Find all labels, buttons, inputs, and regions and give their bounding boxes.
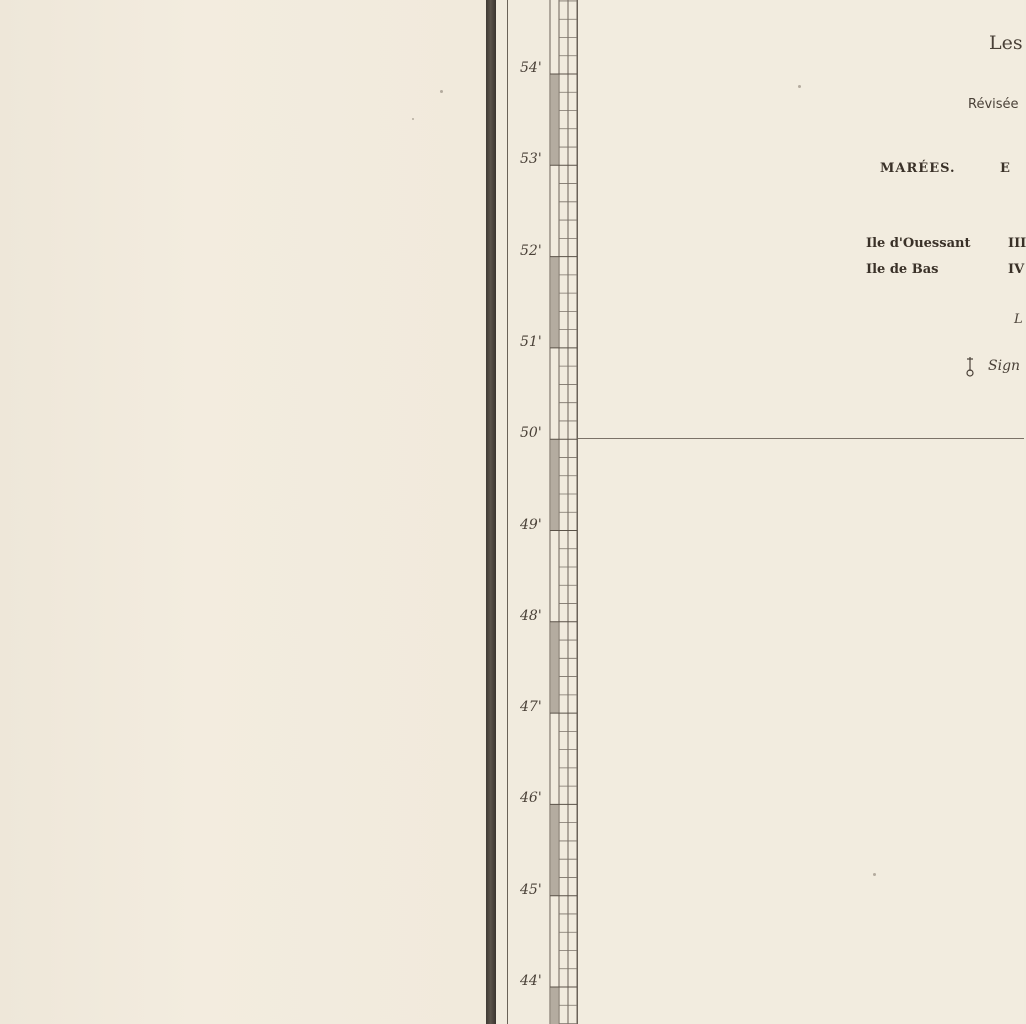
scale-shaded-band [550, 257, 559, 348]
latitude-label: 52' [520, 242, 542, 259]
paper-speck [798, 85, 801, 88]
tide-station-value: IV [1008, 262, 1025, 277]
scale-shaded-band [550, 74, 559, 165]
latitude-label: 44' [520, 973, 542, 989]
latitude-label: 53' [520, 151, 542, 168]
tides-heading: MARÉES. [880, 161, 956, 176]
scale-shaded-band [550, 622, 559, 713]
scale-shaded-band [550, 804, 559, 895]
latitude-label: 48' [520, 607, 542, 624]
paper-speck [873, 873, 876, 876]
latitude-label: 49' [520, 516, 542, 533]
signal-legend-text: Sign [988, 358, 1021, 374]
tide-station-name: Ile d'Ouessant [866, 236, 971, 251]
scale-shaded-band [550, 439, 559, 530]
map-title: Les [989, 32, 1023, 54]
map-sheet [578, 0, 1024, 1024]
latitude-label: 45' [520, 881, 542, 898]
scale-shaded-band [550, 987, 559, 1024]
paper-speck [440, 90, 443, 93]
latitude-label: 54' [520, 60, 542, 76]
cartouche-bottom-rule [578, 438, 1024, 439]
latitude-label: 46' [520, 790, 542, 807]
latitude-label: 50' [520, 425, 542, 442]
tide-station-value: III [1008, 236, 1026, 251]
tide-station-name: Ile de Bas [866, 262, 939, 277]
latitude-label: 47' [520, 699, 542, 716]
revision-note: Révisée [968, 97, 1019, 112]
outer-border-bar [486, 0, 496, 1024]
anchor-signal-icon [963, 356, 977, 378]
left-page-margin [0, 0, 486, 1024]
tides-heading-next: E [1000, 161, 1010, 176]
paper-speck [412, 118, 414, 120]
latitude-label: 51' [520, 333, 542, 350]
legend-letter: L [1014, 312, 1023, 327]
